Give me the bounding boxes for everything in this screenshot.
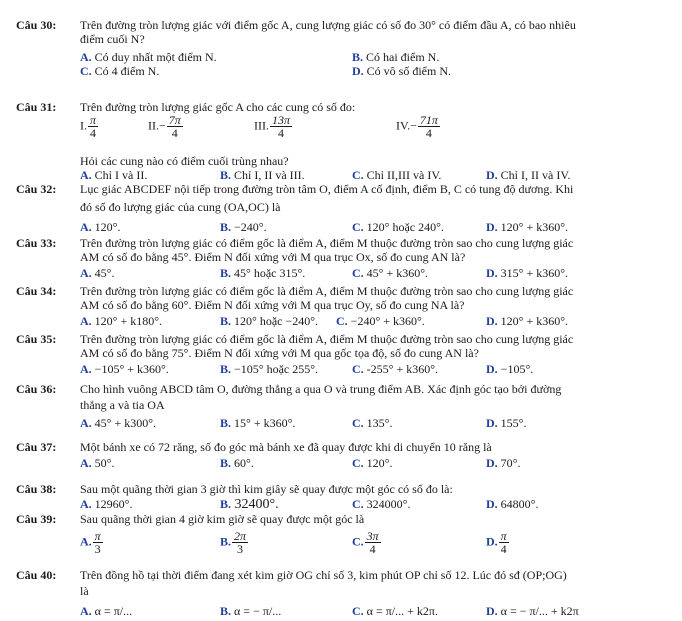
question-ask: Hỏi các cung nào có điểm cuối trùng nhau? <box>80 154 289 168</box>
question-label: Câu 40: <box>16 568 57 582</box>
question-stem-line: Sau một quãng thời gian 3 giờ thì kim giây sẽ quay được một góc có số đo là: <box>80 482 453 496</box>
option-a[interactable]: A. Có duy nhất một điểm N. <box>80 50 217 64</box>
option-a[interactable]: A. α = π/... <box>80 604 133 618</box>
question-label: Câu 34: <box>16 284 57 298</box>
option-d[interactable]: D. Có vô số điểm N. <box>352 64 452 78</box>
option-d[interactable]: D. 120° + k360°. <box>486 220 569 234</box>
option-b[interactable]: B. Có hai điểm N. <box>352 50 440 64</box>
question-stem-line: Trên đồng hồ tại thời điểm đang xét kim giờ OG chỉ số 3, kim phút OP chỉ số 12. Lúc đó sđ (OP;OG) <box>80 568 567 582</box>
option-d[interactable]: D. 155°. <box>486 416 527 430</box>
question-label: Câu 38: <box>16 482 57 496</box>
option-b[interactable]: B. 120° hoặc −240°. <box>220 314 319 328</box>
question-label: Câu 39: <box>16 512 57 526</box>
option-a[interactable]: A. $\frac{\pi}{3}$ <box>80 529 101 556</box>
option-b[interactable]: B. 60°. <box>220 456 254 470</box>
question-stem-line: Trên đường tròn lượng giác có điểm gốc là điểm A, điểm M thuộc đường tròn sao cho cung lượng giác <box>80 332 574 346</box>
option-c[interactable]: C. -255° + k360°. <box>352 362 439 376</box>
question-stem-line: Một bánh xe có 72 răng, số đo góc mà bánh xe đã quay được khi di chuyển 10 răng là <box>80 440 492 454</box>
question-label: Câu 31: <box>16 100 57 114</box>
option-b[interactable]: B. 32400°. <box>220 497 279 512</box>
option-c[interactable]: C. α = π/... + k2π. <box>352 604 438 618</box>
option-b[interactable]: B. 45° hoặc 315°. <box>220 266 306 280</box>
option-d[interactable]: D. $\frac{\pi}{4}$ <box>486 529 507 556</box>
option-b[interactable]: B. −240°. <box>220 220 267 234</box>
option-a[interactable]: A. 12960°. <box>80 497 133 511</box>
arc-item-4: IV.− $\frac{71\pi}{4}$ <box>396 113 438 140</box>
option-b[interactable]: B. α = − π/... <box>220 604 282 618</box>
question-label: Câu 37: <box>16 440 57 454</box>
option-a[interactable]: A. −105° + k360°. <box>80 362 169 376</box>
option-b[interactable]: B. Chỉ I, II và III. <box>220 168 305 182</box>
question-stem-line: Trên đường tròn lượng giác có điểm gốc là điểm A, điểm M thuộc đường tròn sao cho cung lượng giác <box>80 236 574 250</box>
question-label: Câu 32: <box>16 182 57 196</box>
option-d[interactable]: D. 120° + k360°. <box>486 314 569 328</box>
option-c[interactable]: C. Có 4 điểm N. <box>80 64 160 78</box>
question-stem-line: Trên đường tròn lượng giác gốc A cho các cung có số đo: <box>80 100 356 114</box>
option-c[interactable]: C. 120° hoặc 240°. <box>352 220 444 234</box>
option-c[interactable]: C. −240° + k360°. <box>336 314 425 328</box>
question-stem-line: Trên đường tròn lượng giác có điểm gốc là điểm A, điểm M thuộc đường tròn sao cho cung lượng giác <box>80 284 574 298</box>
option-a[interactable]: A. Chỉ I và II. <box>80 168 148 182</box>
option-c[interactable]: C. 135°. <box>352 416 393 430</box>
question-label: Câu 30: <box>16 18 57 32</box>
question-label: Câu 33: <box>16 236 57 250</box>
option-c[interactable]: C. Chỉ II,III và IV. <box>352 168 442 182</box>
question-stem-line: thẳng a và tia OA <box>80 398 165 412</box>
option-a[interactable]: A. 45° + k300°. <box>80 416 157 430</box>
option-d[interactable]: D. −105°. <box>486 362 534 376</box>
option-b[interactable]: B. 15° + k360°. <box>220 416 296 430</box>
question-stem-line: điểm cuối N? <box>80 32 145 46</box>
option-c[interactable]: C. 45° + k360°. <box>352 266 429 280</box>
option-b[interactable]: B. $\frac{2\pi}{3}$ <box>220 529 247 556</box>
option-d[interactable]: D. α = − π/... + k2π <box>486 604 579 618</box>
option-c[interactable]: C. 324000°. <box>352 497 411 511</box>
option-b[interactable]: B. −105° hoặc 255°. <box>220 362 319 376</box>
question-stem-line: là <box>80 584 89 598</box>
option-d[interactable]: D. Chỉ I, II và IV. <box>486 168 571 182</box>
question-stem-line: đó số đo lượng giác của cung (OA,OC) là <box>80 200 281 214</box>
question-stem-line: AM có số đo bằng 45°. Điểm N đối xứng với M qua trục Ox, số đo cung AN là? <box>80 250 466 264</box>
option-a[interactable]: A. 45°. <box>80 266 115 280</box>
question-stem-line: Trên đường tròn lượng giác với điểm gốc A, cung lượng giác có số đo 30° có điểm đầu A, có bao nhiêu <box>80 18 576 32</box>
question-label: Câu 35: <box>16 332 57 346</box>
option-a[interactable]: A. 50°. <box>80 456 115 470</box>
arc-item-2: II.− $\frac{7\pi}{4}$ <box>148 113 181 140</box>
question-stem-line: AM có số đo bằng 60°. Điểm N đối xứng với M qua trục Oy, số đo cung NA là? <box>80 298 465 312</box>
option-c[interactable]: C. $\frac{3\pi}{4}$ <box>352 529 379 556</box>
question-label: Câu 36: <box>16 382 57 396</box>
question-stem-line: AM có số đo bằng 75°. Điểm N đối xứng với M qua gốc tọa độ, số đo cung AN là? <box>80 346 479 360</box>
arc-item-1: I. $\frac{\pi}{4}$ <box>80 113 97 140</box>
option-a[interactable]: A. 120° + k180°. <box>80 314 163 328</box>
option-d[interactable]: D. 64800°. <box>486 497 539 511</box>
question-stem-line: Cho hình vuông ABCD tâm O, đường thẳng a qua O và trung điểm AB. Xác định góc tạo bởi đường <box>80 382 562 396</box>
option-a[interactable]: A. 120°. <box>80 220 121 234</box>
question-stem-line: Sau quãng thời gian 4 giờ kim giờ sẽ quay được một góc là <box>80 512 365 526</box>
option-d[interactable]: D. 315° + k360°. <box>486 266 569 280</box>
question-stem-line: Lục giác ABCDEF nội tiếp trong đường tròn tâm O, điểm A cố định, điểm B, C có tung độ dương. Khi <box>80 182 574 196</box>
arc-item-3: III. $\frac{13\pi}{4}$ <box>254 113 291 140</box>
option-c[interactable]: C. 120°. <box>352 456 393 470</box>
option-d[interactable]: D. 70°. <box>486 456 521 470</box>
